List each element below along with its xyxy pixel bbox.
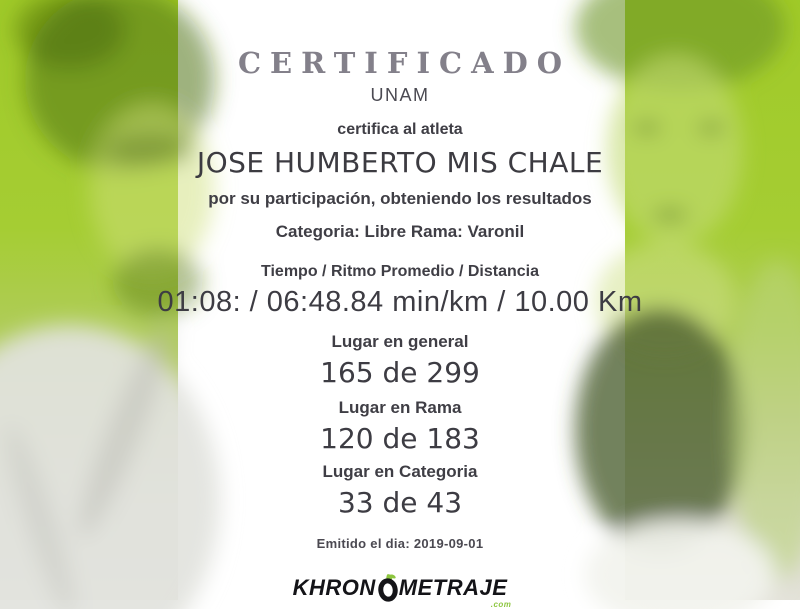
issued-date-line: Emitido el dia: 2019-09-01 (316, 536, 484, 552)
result-gender-value: 120 de 183 (320, 422, 480, 456)
result-gender (320, 398, 480, 455)
result-category-label: Lugar en Categoria (322, 462, 478, 482)
logo-tld: .com (490, 600, 512, 609)
result-category-value: 33 de 43 (337, 486, 463, 520)
metrics-value: 01:08: / 06:48.84 min/km / 10.00 Km (157, 286, 643, 319)
stopwatch-icon (378, 574, 398, 601)
organization-name: UNAM (370, 85, 430, 106)
result-overall (320, 332, 480, 389)
result-overall-value: 165 de 299 (320, 356, 480, 390)
certificate-title: CERTIFICADO (237, 46, 572, 80)
khronometraje-logo (292, 574, 512, 609)
athlete-name: JOSE HUMBERTO MIS CHALE (196, 146, 604, 180)
result-overall-label: Lugar en general (331, 332, 469, 352)
logo-text-left: KHRON (292, 574, 376, 600)
result-category (323, 462, 478, 519)
metrics-label: Tiempo / Ritmo Promedio / Distancia (261, 263, 539, 281)
category-line: Categoria: Libre Rama: Varonil (275, 222, 525, 242)
intro-line: certifica al atleta (337, 121, 463, 139)
result-gender-label: Lugar en Rama (338, 398, 462, 418)
participation-line: por su participación, obteniendo los resultados (208, 189, 592, 209)
logo-text-right: METRAJE (398, 574, 508, 600)
